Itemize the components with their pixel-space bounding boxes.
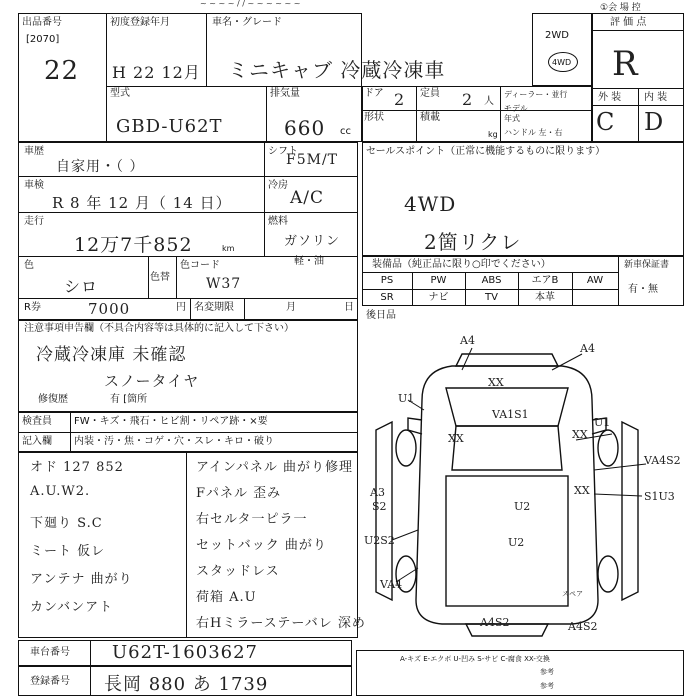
equip-sr: SR — [380, 292, 394, 303]
ext-value: C — [596, 108, 616, 136]
legend-line-3: 参考 — [540, 682, 554, 690]
equip-leather: 本革 — [535, 292, 555, 303]
check-row-1: FW・キズ・飛石・ヒビ割・リペア跡・×要 — [74, 416, 268, 427]
shift-label: シフト — [268, 146, 298, 157]
sales-points-label: セールスポイント（正常に機能するものに限ります） — [366, 146, 606, 157]
remark-line: 荷箱 A.U — [196, 590, 257, 605]
score-value: R — [612, 44, 639, 84]
score-label: 評 価 点 — [610, 17, 647, 28]
notes-label: 注意事項申告欄（不具合内容等は具体的に記入して下さい） — [24, 323, 294, 334]
model-label: 車名・グレード — [212, 17, 282, 28]
mileage-unit: km — [222, 244, 235, 253]
doors-label: ドア — [364, 88, 384, 99]
check-label-2: 記入欄 — [22, 436, 52, 447]
displacement-label: 排気量 — [270, 88, 300, 99]
displacement-unit: cc — [340, 126, 351, 137]
damage-mark: VA1S1 — [492, 408, 529, 421]
damage-mark: VA4 — [380, 578, 403, 591]
inspection-label: 車検 — [24, 180, 44, 191]
registration-label: 初度登録年月 — [110, 17, 170, 28]
remark-line: アインパネル 曲がり修理 — [196, 460, 354, 475]
doors-value: 2 — [394, 90, 406, 109]
lot-code: [2070] — [26, 34, 60, 45]
equipment-label: 装備品（純正品に限り○印でください） — [372, 259, 551, 270]
capacity-label: 定員 — [420, 88, 440, 99]
damage-mark: U2 — [508, 536, 525, 549]
registration-value: H 22 12月 — [112, 63, 201, 82]
remark-line: オド 127 852 — [30, 460, 124, 475]
legend-line-1: A-キズ E-エクボ U-凹み S-サビ C-腐食 XX-交換 — [400, 655, 550, 663]
mileage-value: 12万7千852 — [74, 234, 193, 256]
displacement-value: 660 — [284, 116, 326, 140]
damage-mark: A3 — [370, 486, 385, 499]
dealer-label: ディーラー・並行 — [504, 90, 568, 99]
chassis-value: U62T-1603627 — [112, 642, 259, 663]
body-type-value: 自家用・（ ） — [56, 159, 145, 175]
damage-mark: S1U3 — [644, 490, 675, 503]
damage-mark: A4 — [580, 342, 595, 355]
r-fee-value: 7000 — [88, 300, 131, 318]
damage-mark: XX — [574, 484, 590, 497]
model-value: ミニキャブ 冷蔵冷凍車 — [228, 58, 446, 82]
damage-mark: U1 — [594, 416, 611, 429]
r-fee-unit: 円 — [176, 302, 186, 313]
tone-label: 色替 — [150, 272, 170, 283]
color-label: 色 — [24, 260, 34, 271]
int-value: D — [644, 108, 665, 136]
equip-navi: ナビ — [428, 292, 449, 303]
damage-mark: U2 — [514, 500, 531, 513]
damage-mark: XX — [572, 428, 588, 441]
equip-abs: ABS — [481, 275, 502, 286]
legend-line-2: 参考 — [540, 668, 554, 676]
warranty-label: 新車保証書 — [624, 260, 670, 270]
damage-mark: U1 — [398, 392, 415, 405]
repair-value: 有 [箇所 — [110, 394, 148, 405]
two-wd-label: 2WD — [545, 30, 569, 41]
model-year-label: モデル — [504, 104, 528, 113]
equip-ps: PS — [380, 275, 394, 286]
color-code-label: 色コード — [180, 260, 220, 271]
damage-mark: XX — [448, 432, 464, 445]
type-value: GBD-U62T — [116, 116, 223, 137]
shift-value: F5M/T — [286, 152, 339, 168]
check-label-1: 検査員 — [22, 416, 52, 427]
mileage-label: 走行 — [24, 216, 44, 227]
handle-label: ハンドル 左・右 — [504, 128, 563, 137]
name-day: 日 — [344, 302, 354, 313]
plate-label: 登録番号 — [30, 676, 70, 687]
cooler-value: A/C — [290, 188, 325, 208]
remark-line: セットバック 曲がり — [196, 538, 327, 553]
damage-mark: S2 — [372, 500, 387, 513]
damage-mark: スペア — [562, 590, 583, 598]
venue-label: ①会 場 控 — [600, 3, 641, 13]
drive-box — [532, 13, 592, 86]
remark-line: 下廻り S.C — [30, 516, 103, 531]
sales-line-1: 4WD — [404, 192, 457, 216]
body-type-label: 車歴 — [24, 146, 44, 157]
notes-line-2: スノータイヤ — [104, 372, 200, 390]
load-label: 積載 — [420, 112, 440, 123]
remark-line: ミート 仮レ — [30, 544, 106, 559]
shape-label: 形状 — [364, 112, 384, 123]
sales-line-2: 2箇リクレ — [424, 230, 522, 254]
color-value: シロ — [64, 277, 99, 296]
year-label: 年式 — [504, 114, 520, 123]
remark-line: A.U.W2. — [30, 484, 91, 499]
damage-mark: U2S2 — [364, 534, 395, 547]
damage-mark: A4S2 — [480, 616, 510, 629]
color-code-value: W37 — [206, 276, 242, 292]
chassis-label: 車台番号 — [30, 647, 70, 658]
equip-aw: AW — [586, 275, 604, 286]
name-change-label: 名変期限 — [194, 302, 234, 313]
fuel-label: 燃料 — [268, 216, 288, 227]
r-fee-label: R券 — [24, 302, 41, 313]
remark-line: カンバンアト — [30, 600, 114, 615]
equip-airbag: エアB — [531, 275, 559, 286]
attachment-label: 後日品 — [366, 310, 396, 321]
fuel-value: ガソリン — [284, 234, 341, 249]
capacity-unit: 人 — [484, 96, 494, 107]
kg-unit: kg — [488, 130, 498, 139]
remark-line: スタッドレス — [196, 564, 280, 579]
remark-line: Fパネル 歪み — [196, 486, 282, 501]
fuel-alt: 軽・油 — [294, 256, 324, 267]
remark-line: 右セルタ一ピラ一 — [196, 512, 308, 527]
capacity-value: 2 — [462, 90, 474, 109]
lot-number: 22 — [44, 56, 80, 86]
check-row-2: 内装・汚・焦・コゲ・穴・スレ・キロ・破り — [74, 436, 274, 447]
type-label: 型式 — [110, 88, 130, 99]
cooler-label: 冷房 — [268, 180, 288, 191]
remark-line: 右Hミラーステーバレ 深め — [196, 616, 366, 631]
damage-mark: A4 — [460, 334, 475, 347]
four-wd-label: 4WD — [552, 58, 572, 67]
remark-line: アンテナ 曲がり — [30, 572, 133, 587]
plate-value: 長岡 880 あ 1739 — [104, 674, 269, 695]
repair-label: 修復歴 — [38, 394, 68, 405]
damage-diagram — [362, 330, 684, 650]
damage-mark: XX — [488, 376, 504, 389]
equip-tv: TV — [485, 292, 498, 303]
ext-label: 外 装 — [598, 92, 622, 103]
top-strip: ~ ~ ~ ~ / / ~ ~ ~ ~ ~ ~ — [200, 0, 301, 8]
warranty-value: 有・無 — [628, 284, 658, 295]
name-month: 月 — [286, 302, 296, 313]
damage-mark: VA4S2 — [644, 454, 681, 467]
notes-line-1: 冷蔵冷凍庫 未確認 — [36, 345, 187, 365]
damage-mark: A4S2 — [568, 620, 598, 633]
equip-pw: PW — [430, 275, 447, 286]
inspection-value: R 8 年 12 月（ 14 日） — [52, 194, 232, 212]
lot-label: 出品番号 — [22, 17, 62, 28]
int-label: 内 装 — [644, 92, 668, 103]
